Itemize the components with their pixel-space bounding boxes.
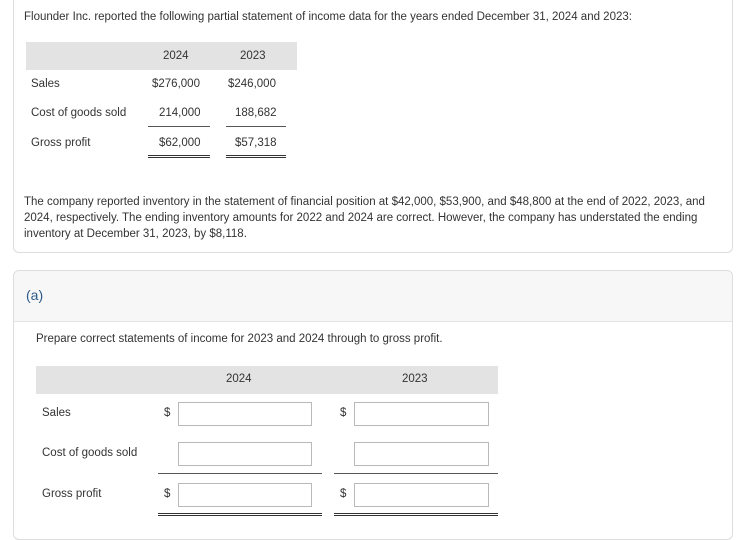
gross-profit-2023-value: $57,318 [235,137,277,149]
subtotal-rule-2024 [148,126,210,127]
problem-paragraph: The company reported inventory in the statement of financial position at $42,000, $53,900, and $48,800 at the end of 2022, 2023, and 2024, respectively. The ending inventory amounts for 2022 and 2024 are correct. However, the company has understated the ending inventory at December 31, 2023, by $8,118. [24,196,705,240]
gross-profit-2024-input[interactable] [178,483,312,507]
answer-row-label-sales: Sales [42,407,71,419]
row-label-gross-profit: Gross profit [31,137,91,149]
row-label-cogs: Cost of goods sold [31,107,127,119]
row-label-sales: Sales [31,78,60,90]
cogs-2023-input[interactable] [354,442,489,466]
sales-2023-value: $246,000 [228,78,276,90]
cogs-2024-input[interactable] [178,442,312,466]
sales-2024-value: $276,000 [152,78,200,90]
cogs-2023-value: 188,682 [235,107,277,119]
answer-year-2023-header: 2023 [402,373,428,385]
sales-2024-input[interactable] [178,402,312,426]
answer-row-label-gross-profit: Gross profit [42,488,102,500]
gross-profit-2024-value: $62,000 [159,137,201,149]
currency-symbol: $ [164,488,171,500]
answer-table-header [36,366,498,394]
part-a-header [14,271,732,322]
part-label: (a) [26,287,44,303]
subtotal-rule-2023 [226,126,286,127]
currency-symbol: $ [340,407,347,419]
currency-symbol: $ [340,488,347,500]
answer-total-rule-2023 [334,513,498,516]
gross-profit-2023-input[interactable] [354,483,489,507]
answer-subtotal-rule-2024 [158,473,322,474]
currency-symbol: $ [164,407,171,419]
part-a-prompt: Prepare correct statements of income for 2023 and 2024 through to gross profit. [36,333,443,345]
answer-row-label-cogs: Cost of goods sold [42,447,138,459]
total-rule-2023 [226,155,286,158]
cogs-2024-value: 214,000 [159,107,201,119]
year-2023-header: 2023 [240,50,266,62]
year-2024-header: 2024 [163,50,189,62]
intro-text: Flounder Inc. reported the following partial statement of income data for the years ended December 31, 2024 and 2023: [24,11,632,23]
sales-2023-input[interactable] [354,402,489,426]
answer-subtotal-rule-2023 [334,473,498,474]
answer-year-2024-header: 2024 [226,373,252,385]
total-rule-2024 [148,155,210,158]
answer-total-rule-2024 [158,513,322,516]
